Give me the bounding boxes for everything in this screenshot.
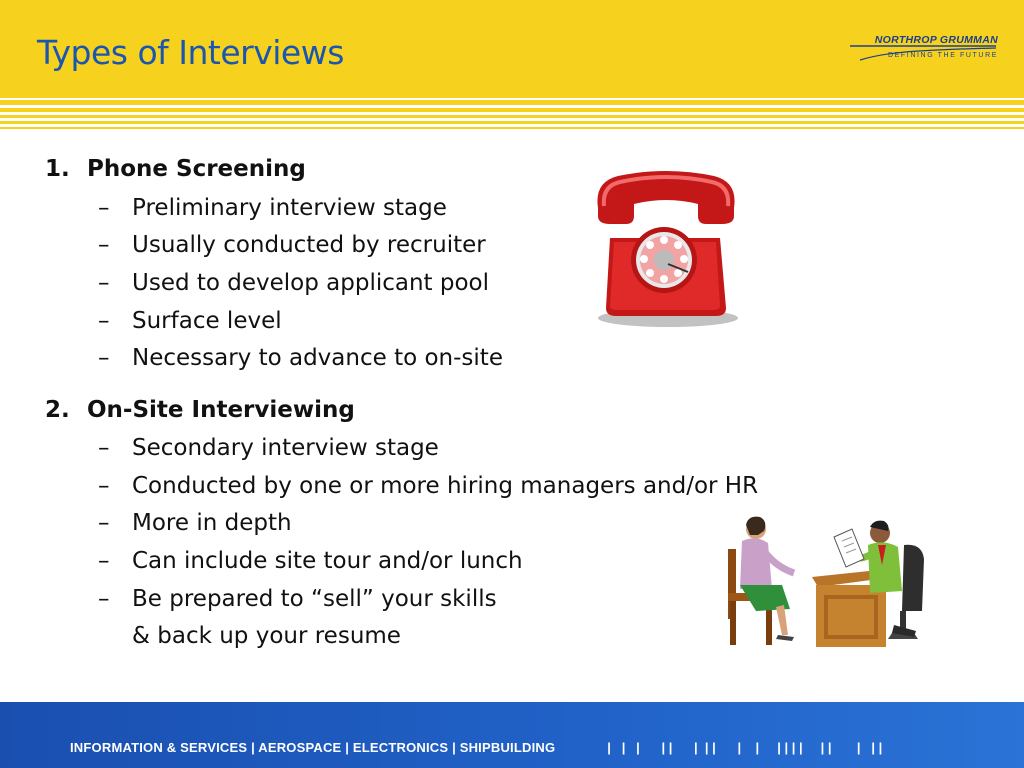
section-heading bbox=[45, 397, 355, 423]
section-title: On-Site Interviewing bbox=[87, 397, 355, 423]
bullet-text: Usually conducted by recruiter bbox=[132, 232, 486, 258]
bullet-text: & back up your resume bbox=[132, 623, 401, 649]
bullet-text: Preliminary interview stage bbox=[132, 195, 447, 221]
footer-bar-pattern: | | | | | | | | | | | | | | | | | | | bbox=[600, 740, 883, 755]
section-title: Phone Screening bbox=[87, 156, 306, 182]
telephone-icon bbox=[588, 168, 744, 338]
logo-name: NORTHROP GRUMMAN bbox=[874, 34, 998, 46]
bullet-dash: – bbox=[98, 195, 110, 221]
bullet-dash: – bbox=[98, 548, 110, 574]
bullet-dash: – bbox=[98, 270, 110, 296]
bullet-dash: – bbox=[98, 510, 110, 536]
slide-title: Types of Interviews bbox=[37, 33, 344, 72]
section-number: 1. bbox=[45, 156, 70, 182]
bullet-dash: – bbox=[98, 308, 110, 334]
header-stripe bbox=[0, 127, 1024, 129]
bullet-text: Be prepared to “sell” your skills bbox=[132, 586, 497, 612]
header-stripe bbox=[0, 115, 1024, 118]
header-stripe bbox=[0, 100, 1024, 105]
interview-illustration bbox=[718, 515, 934, 657]
bullet-text: More in depth bbox=[132, 510, 292, 536]
footer-band bbox=[0, 702, 1024, 768]
section-heading bbox=[45, 156, 306, 182]
bullet-dash: – bbox=[98, 345, 110, 371]
bullet-dash: – bbox=[98, 473, 110, 499]
logo-tagline: DEFINING THE FUTURE bbox=[888, 52, 998, 59]
bullet-dash: – bbox=[98, 435, 110, 461]
section-number: 2. bbox=[45, 397, 70, 423]
bullet-dash: – bbox=[98, 586, 110, 612]
bullet-text: Surface level bbox=[132, 308, 282, 334]
footer-divisions: INFORMATION & SERVICES | AEROSPACE | ELECTRONICS | SHIPBUILDING bbox=[70, 740, 556, 755]
bullet-dash: – bbox=[98, 232, 110, 258]
bullet-text: Can include site tour and/or lunch bbox=[132, 548, 523, 574]
northrop-grumman-logo bbox=[846, 34, 998, 64]
header-stripe bbox=[0, 108, 1024, 112]
bullet-text: Secondary interview stage bbox=[132, 435, 439, 461]
bullet-text: Necessary to advance to on-site bbox=[132, 345, 503, 371]
header-stripe bbox=[0, 121, 1024, 124]
bullet-text: Used to develop applicant pool bbox=[132, 270, 490, 296]
bullet-text: Conducted by one or more hiring managers and/or HR bbox=[132, 473, 759, 499]
